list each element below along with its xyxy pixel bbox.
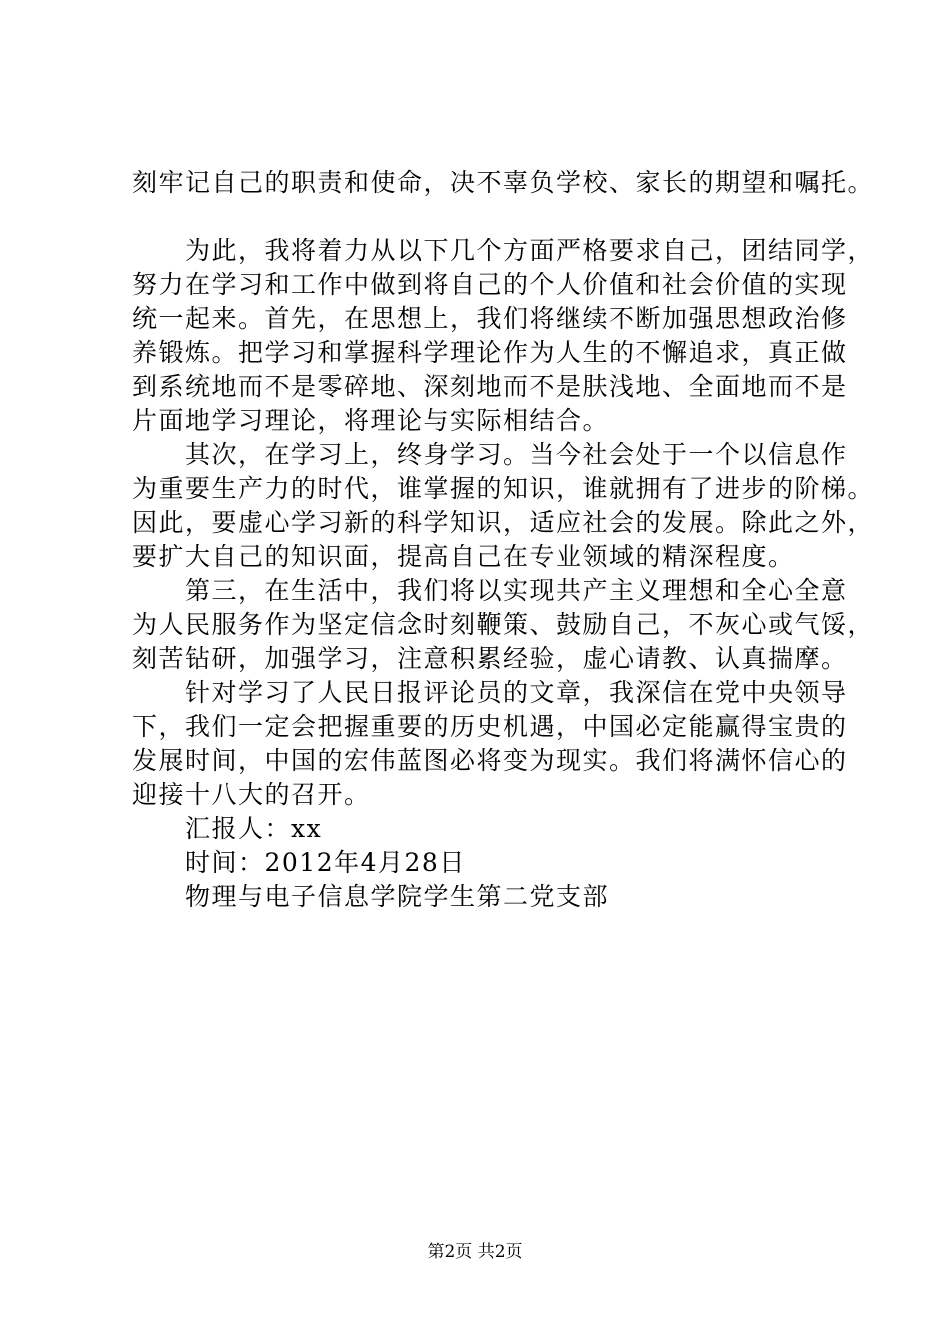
reporter-line: 汇报人：xx	[132, 814, 323, 843]
text-line: 下，我们一定会把握重要的历史机遇，中国必定能赢得宝贵的	[132, 712, 848, 741]
text-line: 刻苦钻研，加强学习，注意积累经验，虚心请教、认真揣摩。	[132, 644, 848, 673]
organization-line: 物理与电子信息学院学生第二党支部	[132, 882, 610, 911]
date-line: 时间：2012年4月28日	[132, 848, 466, 877]
text-line: 刻牢记自己的职责和使命，决不辜负学校、家长的期望和嘱托。	[132, 168, 875, 197]
paragraph-first-line: 为此，我将着力从以下几个方面严格要求自己，团结同学，	[132, 236, 875, 265]
text-line: 发展时间，中国的宏伟蓝图必将变为现实。我们将满怀信心的	[132, 746, 848, 775]
text-line: 统一起来。首先，在思想上，我们将继续不断加强思想政治修	[132, 304, 848, 333]
text-line: 迎接十八大的召开。	[132, 780, 371, 809]
page-number-footer: 第2页 共2页	[427, 1242, 523, 1262]
text-line: 养锻炼。把学习和掌握科学理论作为人生的不懈追求，真正做	[132, 338, 848, 367]
text-line: 为重要生产力的时代，谁掌握的知识，谁就拥有了进步的阶梯。	[132, 474, 875, 503]
text-line: 到系统地而不是零碎地、深刻地而不是肤浅地、全面地而不是	[132, 372, 848, 401]
text-line: 努力在学习和工作中做到将自己的个人价值和社会价值的实现	[132, 270, 848, 299]
text-line: 为人民服务作为坚定信念时刻鞭策、鼓励自己，不灰心或气馁，	[132, 610, 875, 639]
text-line: 要扩大自己的知识面，提高自己在专业领域的精深程度。	[132, 542, 795, 571]
paragraph-first-line: 针对学习了人民日报评论员的文章，我深信在党中央领导	[132, 678, 848, 707]
text-line: 因此，要虚心学习新的科学知识，适应社会的发展。除此之外，	[132, 508, 875, 537]
paragraph-first-line: 第三，在生活中，我们将以实现共产主义理想和全心全意	[132, 576, 848, 605]
paragraph-first-line: 其次，在学习上，终身学习。当今社会处于一个以信息作	[132, 440, 848, 469]
text-line: 片面地学习理论，将理论与实际相结合。	[132, 406, 610, 435]
